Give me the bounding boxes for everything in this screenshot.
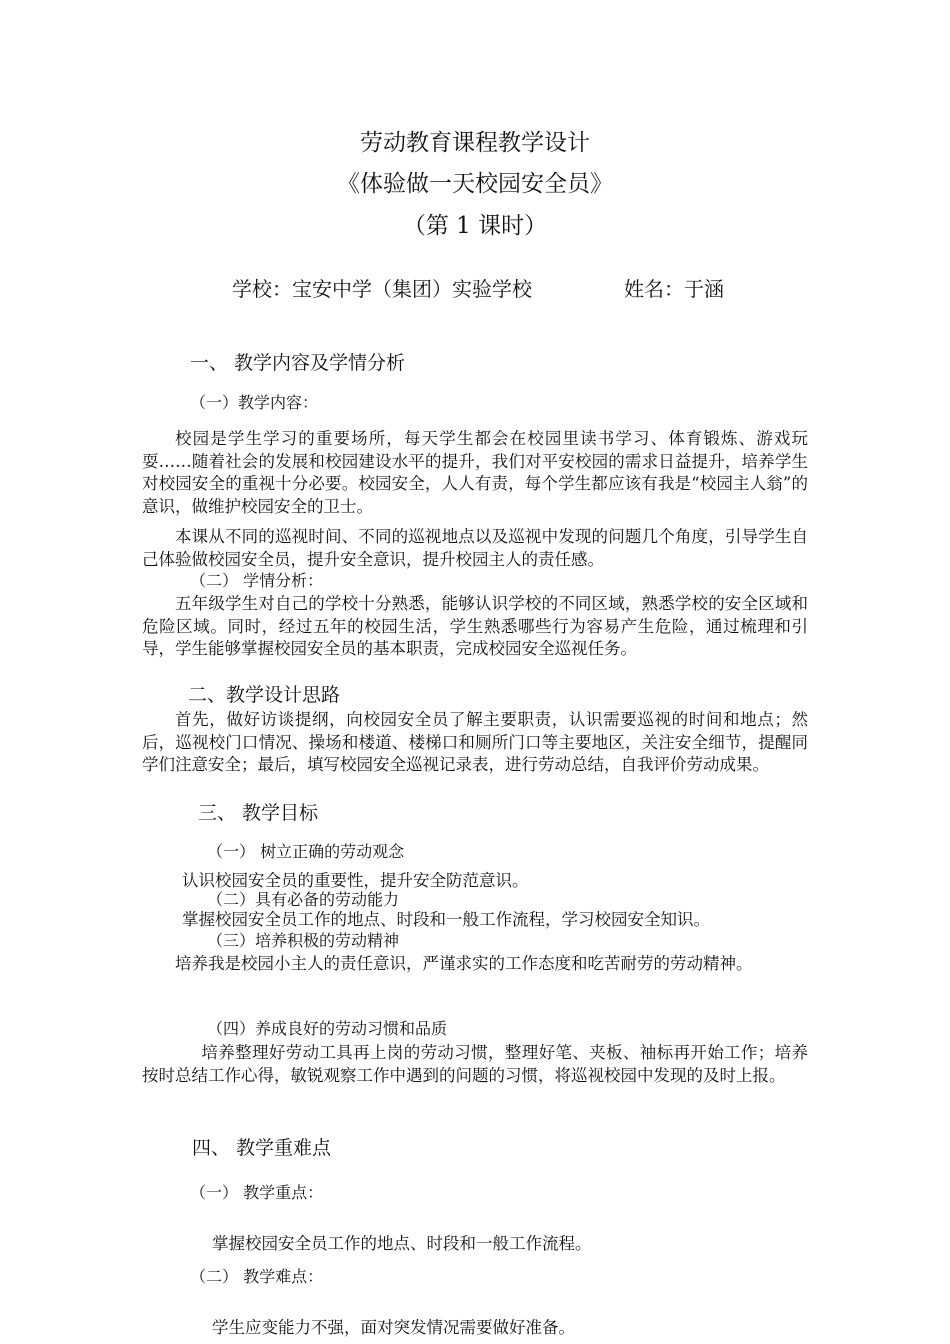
section-4-heading: 四、 教学重难点	[192, 1137, 332, 1159]
goal-4-text: 培养整理好劳动工具再上岗的劳动习惯，整理好笔、夹板、袖标再开始工作；培养按时总结工作心得，敏锐观察工作中遇到的问题的习惯，将巡视校园中发现的及时上报。	[142, 1043, 808, 1085]
goal-3-heading: （三）培养积极的劳动精神	[207, 931, 400, 950]
difficulty-text: 学生应变能力不强，面对突发情况需要做好准备。	[212, 1318, 575, 1337]
goal-4-heading: （四）养成良好的劳动习惯和品质	[207, 1019, 448, 1038]
section-2-paragraph: 首先，做好访谈提纲，向校园安全员了解主要职责，认识需要巡视的时间和地点；然后，巡视校门口情况、操场和楼道、楼梯口和厕所门口等主要地区，关注安全细节，提醒同学们注意安全；最后，填写校园安全巡视记录表，进行劳动总结，自我评价劳动成果。	[142, 710, 808, 774]
school-name: 学校：宝安中学（集团）实验学校	[232, 277, 532, 301]
section-1-sub-1: （一）教学内容：	[190, 393, 319, 412]
doc-subtitle: 《体验做一天校园安全员》	[337, 171, 613, 197]
section-4-sub-1: （一） 教学重点：	[190, 1183, 324, 1202]
section-1-paragraph-3: 五年级学生对自己的学校十分熟悉，能够认识学校的不同区域，熟悉学校的安全区域和危险区域。同时，经过五年的校园生活，学生熟悉哪些行为容易产生危险，通过梳理和引导，学生能够掌握校园安全员的基本职责，完成校园安全巡视任务。	[142, 594, 808, 658]
section-4-sub-2: （二） 教学难点：	[190, 1267, 324, 1286]
goal-3-text: 培养我是校园小主人的责任意识，严谨求实的工作态度和吃苦耐劳的劳动精神。	[175, 954, 753, 973]
goal-1-heading: （一） 树立正确的劳动观念	[207, 842, 405, 861]
section-3-heading: 三、 教学目标	[198, 802, 319, 824]
section-2-heading: 二、教学设计思路	[188, 684, 341, 706]
goal-2-heading: （二）具有必备的劳动能力	[207, 890, 400, 909]
doc-title: 劳动教育课程教学设计	[360, 130, 590, 156]
section-1-heading: 一、 教学内容及学情分析	[190, 352, 406, 374]
author-name: 姓名：于涵	[624, 277, 724, 301]
key-point-text: 掌握校园安全员工作的地点、时段和一般工作流程。	[212, 1234, 592, 1253]
goal-2-text: 掌握校园安全员工作的地点、时段和一般工作流程，学习校园安全知识。	[182, 910, 710, 929]
lesson-label: （第 1 课时）	[402, 213, 548, 239]
section-1-sub-2: （二） 学情分析：	[190, 571, 324, 590]
goal-1-text: 认识校园安全员的重要性，提升安全防范意识。	[182, 871, 529, 890]
section-1-paragraph-1: 校园是学生学习的重要场所，每天学生都会在校园里读书学习、体育锻炼、游戏玩耍……随着社会的发展和校园建设水平的提升，我们对平安校园的需求日益提升，培养学生对校园安全的重视十分必要。校园安全，人人有责，每个学生都应该有我是“校园主人翁”的意识，做维护校园安全的卫士。	[142, 429, 808, 516]
section-1-paragraph-2: 本课从不同的巡视时间、不同的巡视地点以及巡视中发现的问题几个角度，引导学生自己体验做校园安全员，提升安全意识，提升校园主人的责任感。	[142, 527, 808, 569]
